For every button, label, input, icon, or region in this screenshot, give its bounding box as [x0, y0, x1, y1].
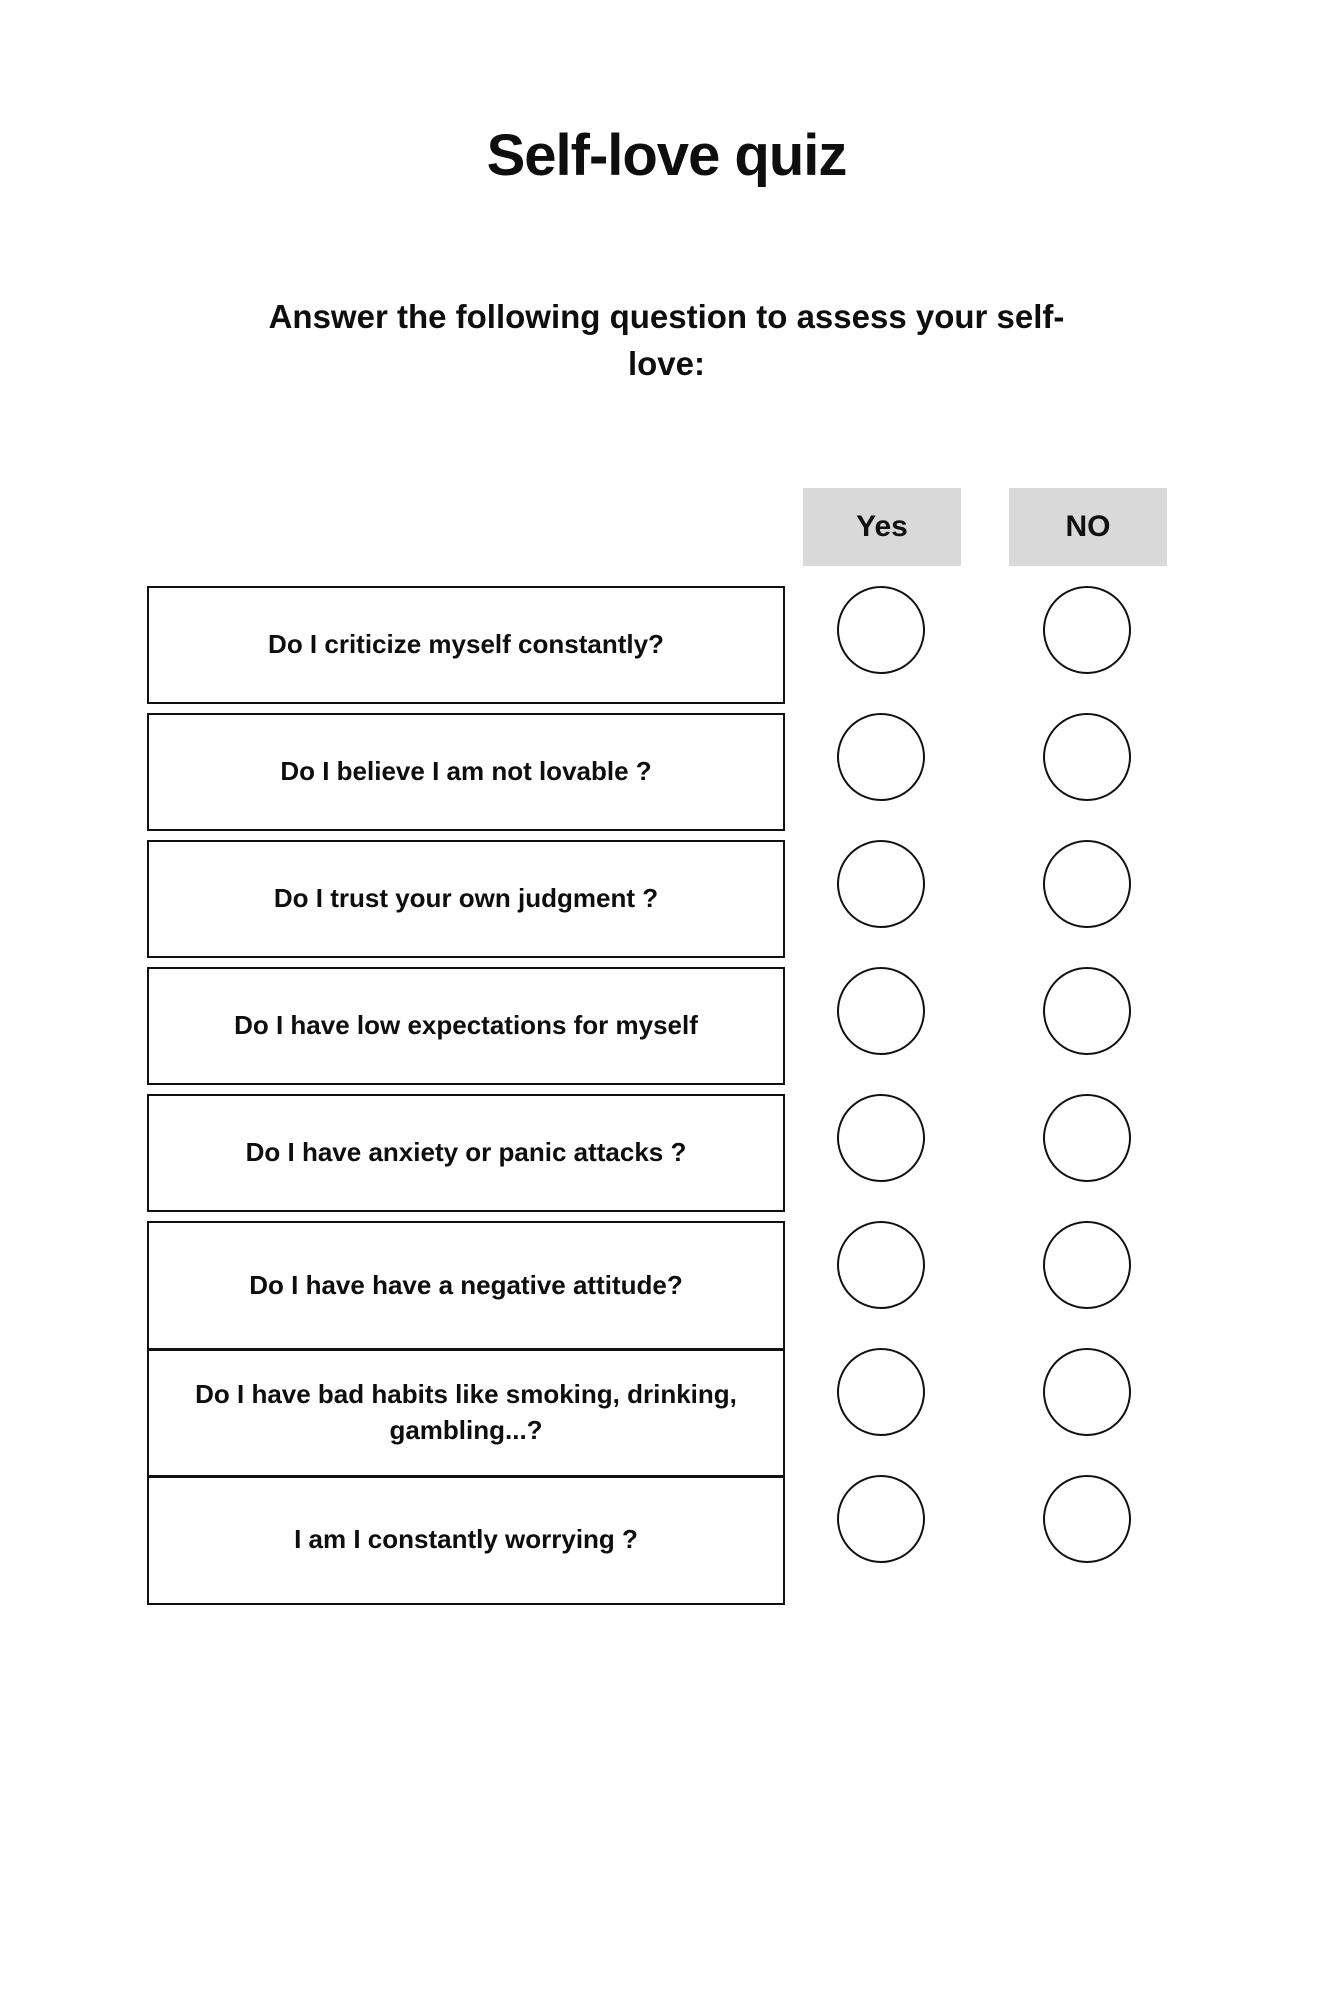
- quiz-row-7: [147, 1348, 1213, 1466]
- quiz-row-5: [147, 1094, 1213, 1212]
- question-text: Do I believe I am not lovable ?: [147, 713, 785, 831]
- question-text: Do I have anxiety or panic attacks ?: [147, 1094, 785, 1212]
- question-text: I am I constantly worrying ?: [147, 1475, 785, 1605]
- answer-bubble-no[interactable]: [1043, 1475, 1131, 1563]
- answer-bubble-yes[interactable]: [837, 586, 925, 674]
- answer-bubble-no[interactable]: [1043, 1221, 1131, 1309]
- question-text: Do I criticize myself constantly?: [147, 586, 785, 704]
- answer-bubble-no[interactable]: [1043, 1094, 1131, 1182]
- answer-bubble-no[interactable]: [1043, 967, 1131, 1055]
- column-header-no: NO: [1009, 488, 1167, 566]
- question-text: Do I have bad habits like smoking, drinking, gambling...?: [147, 1348, 785, 1478]
- question-text: Do I trust your own judgment ?: [147, 840, 785, 958]
- quiz-row-8: [147, 1475, 1213, 1593]
- quiz-header-row: [147, 488, 1213, 566]
- answer-bubble-no[interactable]: [1043, 586, 1131, 674]
- answer-bubble-yes[interactable]: [837, 1348, 925, 1436]
- quiz-row-6: [147, 1221, 1213, 1339]
- answer-bubble-no[interactable]: [1043, 713, 1131, 801]
- answer-bubble-no[interactable]: [1043, 840, 1131, 928]
- question-text: Do I have have a negative attitude?: [147, 1221, 785, 1351]
- quiz-row-2: [147, 713, 1213, 831]
- column-header-yes: Yes: [803, 488, 961, 566]
- answer-bubble-yes[interactable]: [837, 1221, 925, 1309]
- answer-bubble-no[interactable]: [1043, 1348, 1131, 1436]
- answer-bubble-yes[interactable]: [837, 840, 925, 928]
- answer-bubble-yes[interactable]: [837, 1094, 925, 1182]
- page-title: Self-love quiz: [486, 123, 847, 188]
- question-text: Do I have low expectations for myself: [147, 967, 785, 1085]
- answer-bubble-yes[interactable]: [837, 1475, 925, 1563]
- quiz-row-1: [147, 586, 1213, 704]
- page-subtitle: Answer the following question to assess your self- love:: [268, 298, 1065, 382]
- quiz-row-3: [147, 840, 1213, 958]
- quiz-table: [0, 488, 1333, 1593]
- quiz-row-4: [147, 967, 1213, 1085]
- answer-bubble-yes[interactable]: [837, 967, 925, 1055]
- answer-bubble-yes[interactable]: [837, 713, 925, 801]
